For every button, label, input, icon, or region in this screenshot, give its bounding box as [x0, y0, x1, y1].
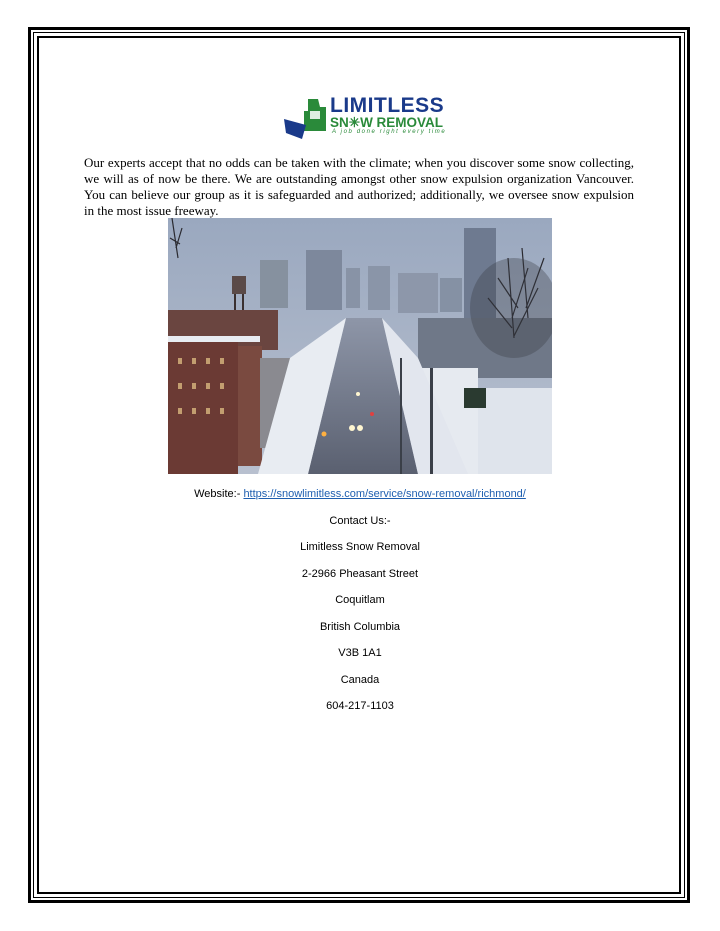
province: British Columbia — [319, 621, 401, 633]
country: Canada — [340, 674, 380, 686]
logo-subtitle: SN✳W REMOVAL — [330, 115, 444, 130]
phone-number[interactable]: 604-217-1103 — [326, 700, 394, 712]
website-label: Website:- — [194, 488, 244, 500]
website-link[interactable]: https://snowlimitless.com/service/snow-removal/richmond/ — [243, 488, 526, 500]
street-address: 2-2966 Pheasant Street — [301, 568, 419, 580]
company-logo — [282, 94, 447, 141]
city: Coquitlam — [335, 594, 385, 606]
contact-heading: Contact Us:- — [329, 515, 391, 527]
logo-tagline: A job done right every time — [332, 129, 447, 135]
body-paragraph: Our experts accept that no odds can be taken with the climate; when you discover some snow collecting, we will as of now be there. We are outstanding amongst other snow expulsion organization Vancouver. You can believe our group as it is safeguarded and authorized; additionally, we oversee snow expulsion in the most issue freeway. — [84, 155, 634, 218]
company-name: Limitless Snow Removal — [300, 541, 420, 553]
website-line — [0, 487, 720, 501]
postal-code: V3B 1A1 — [338, 647, 382, 659]
snow-plow-truck-icon — [282, 97, 330, 141]
logo-wordmark: LIMITLESS — [330, 94, 445, 117]
snowy-street-photo — [168, 218, 552, 474]
